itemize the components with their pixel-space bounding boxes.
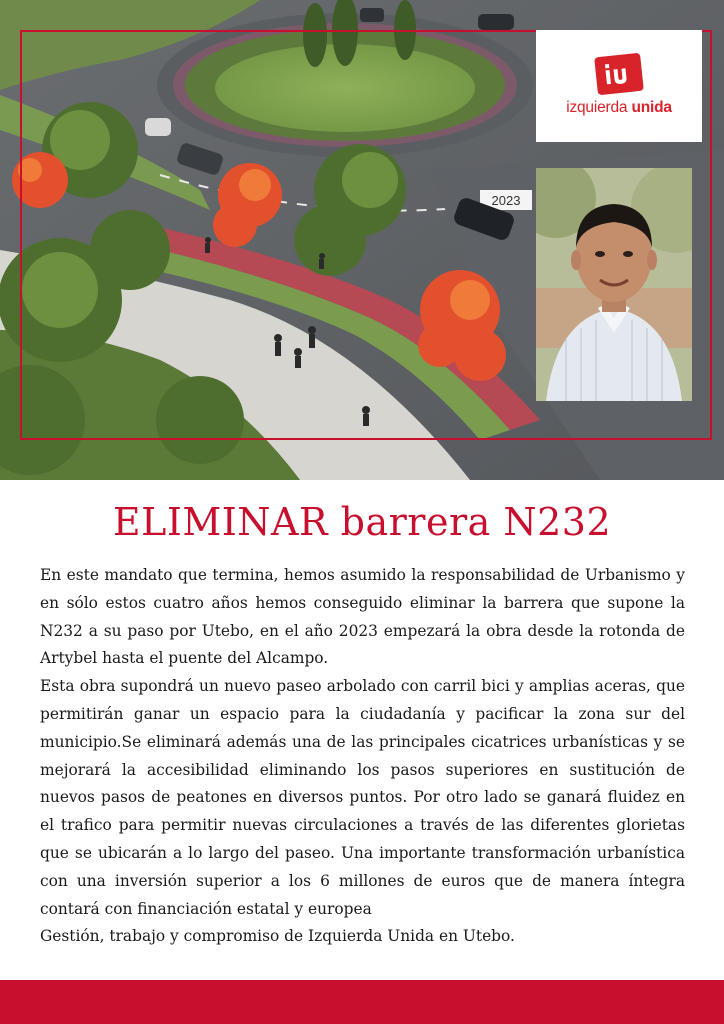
izquierda-unida-logo [536, 30, 702, 142]
footer-bar [0, 980, 724, 1024]
logo-wordmark: izquierda unida [566, 99, 672, 116]
road-sign-number: 2023 [491, 193, 521, 208]
article-body [40, 562, 685, 951]
paragraph: Gestión, trabajo y compromiso de Izquierda Unida en Utebo. [40, 927, 515, 946]
paragraph: Esta obra supondrá un nuevo paseo arbolado con carril bici y amplias aceras, que permitirán ganar un espacio para la ciudadanía y pacificar la zona sur del municipio.Se eliminará además una de las principales cicatrices urbanísticas y se mejorará la accesibilidad eliminando los pasos superiores en sustitución de nuevos pasos de peatones en diversos puntos. Por otro lado se ganará fluidez en el trafico para permitir nuevas circulaciones a través de las diferentes glorietas que se ubicarán a lo largo del paseo. Una importante transformación urbanística con una inversión superior a los 6 millones de euros que de manera íntegra contará con financiación estatal y europea [40, 677, 685, 918]
paragraph: En este mandato que termina, hemos asumido la responsabilidad de Urbanismo y en sólo estos cuatro años hemos conseguido eliminar la barrera que supone la N232 a su paso por Utebo, en el año 2023 empezará la obra desde la rotonda de Artybel hasta el puente del Alcampo. [40, 566, 685, 668]
iu-logo-icon [594, 53, 644, 96]
candidate-portrait [536, 168, 692, 401]
page-title: ELIMINAR barrera N232 [112, 500, 612, 544]
